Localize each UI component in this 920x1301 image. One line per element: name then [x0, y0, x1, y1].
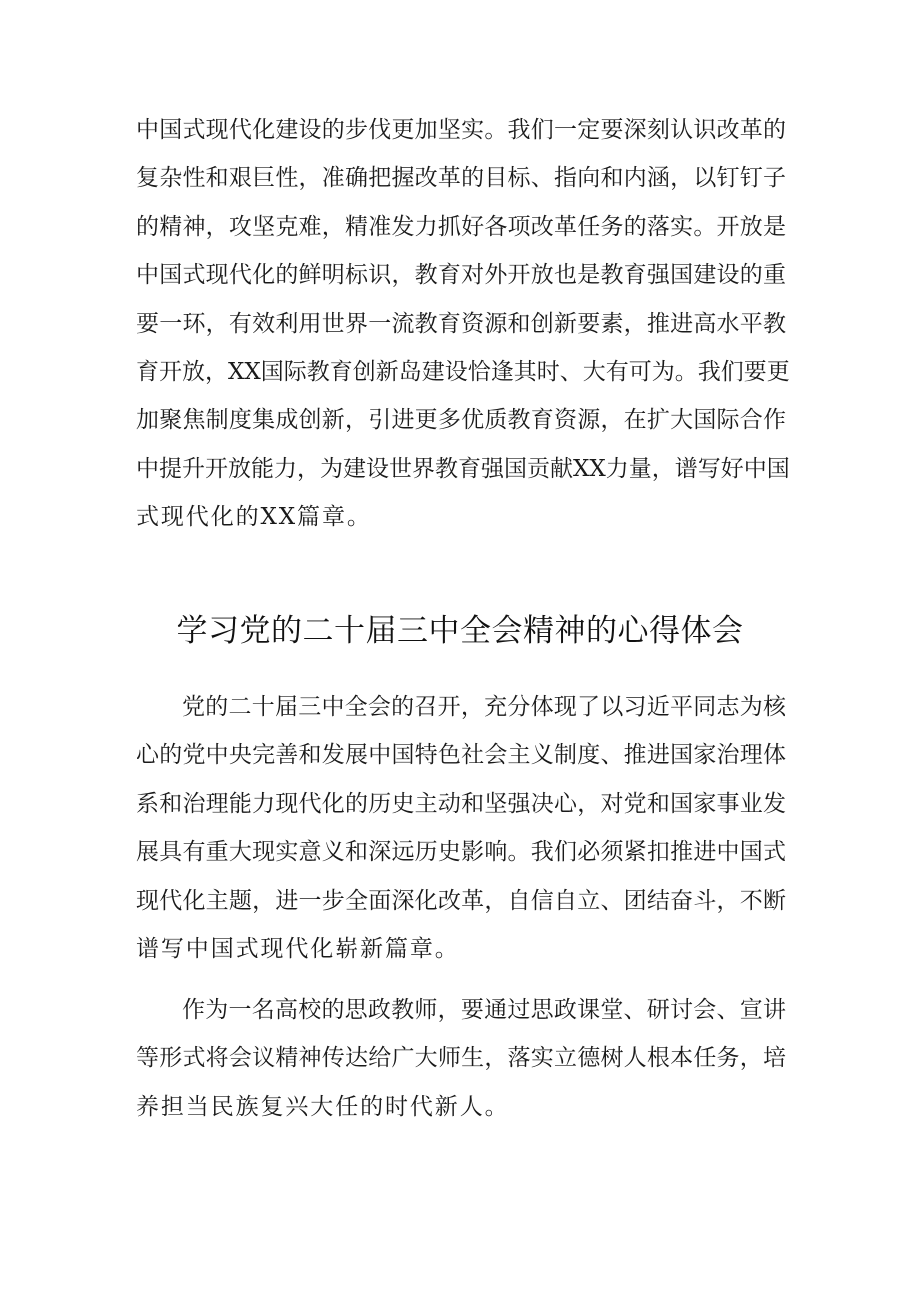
text-line: 复杂性和艰巨性，准确把握改革的目标、指向和内涵，以钉钉子 — [136, 165, 786, 192]
text-line: 等形式将会议精神传达给广大师生，落实立德树人根本任务，培 — [136, 1045, 786, 1072]
text-line: 中国式现代化的鲜明标识，教育对外开放也是教育强国建设的重 — [136, 262, 786, 289]
body-paragraph-1 — [136, 683, 786, 973]
document-title: 学习党的二十届三中全会精神的心得体会 — [176, 613, 744, 649]
body-paragraph-2 — [136, 986, 786, 1131]
text-line: 中国式现代化建设的步伐更加坚实。我们一定要深刻认识改革的 — [136, 117, 786, 143]
text-line: 作为一名高校的思政教师，要通过思政课堂、研讨会、宣讲 — [182, 997, 786, 1023]
text-line: 系和治理能力现代化的历史主动和坚强决心，对党和国家事业发 — [136, 790, 786, 817]
text-line: 现代化主题，进一步全面深化改革，自信自立、团结奋斗，不断 — [136, 887, 786, 914]
text-line: 谱写中国式现代化崭新篇章。 — [136, 935, 460, 962]
text-line: 养担当民族复兴大任的时代新人。 — [136, 1093, 510, 1120]
text-line: 式现代化的XX篇章。 — [136, 504, 372, 531]
intro-paragraph — [136, 106, 790, 542]
text-line: 党的二十届三中全会的召开，充分体现了以习近平同志为核 — [182, 694, 786, 720]
text-line: 心的党中央完善和发展中国特色社会主义制度、推进国家治理体 — [136, 742, 786, 769]
text-line: 育开放，XX国际教育创新岛建设恰逢其时、大有可为。我们要更 — [136, 358, 790, 385]
text-line: 加聚焦制度集成创新，引进更多优质教育资源，在扩大国际合作 — [136, 407, 786, 434]
text-line: 的精神，攻坚克难，精准发力抓好各项改革任务的落实。开放是 — [136, 213, 786, 240]
text-line: 展具有重大现实意义和深远历史影响。我们必须紧扣推进中国式 — [136, 839, 786, 866]
text-line: 要一环，有效利用世界一流教育资源和创新要素，推进高水平教 — [136, 310, 786, 337]
text-line: 中提升开放能力，为建设世界教育强国贡献XX力量，谱写好中国 — [136, 455, 790, 482]
